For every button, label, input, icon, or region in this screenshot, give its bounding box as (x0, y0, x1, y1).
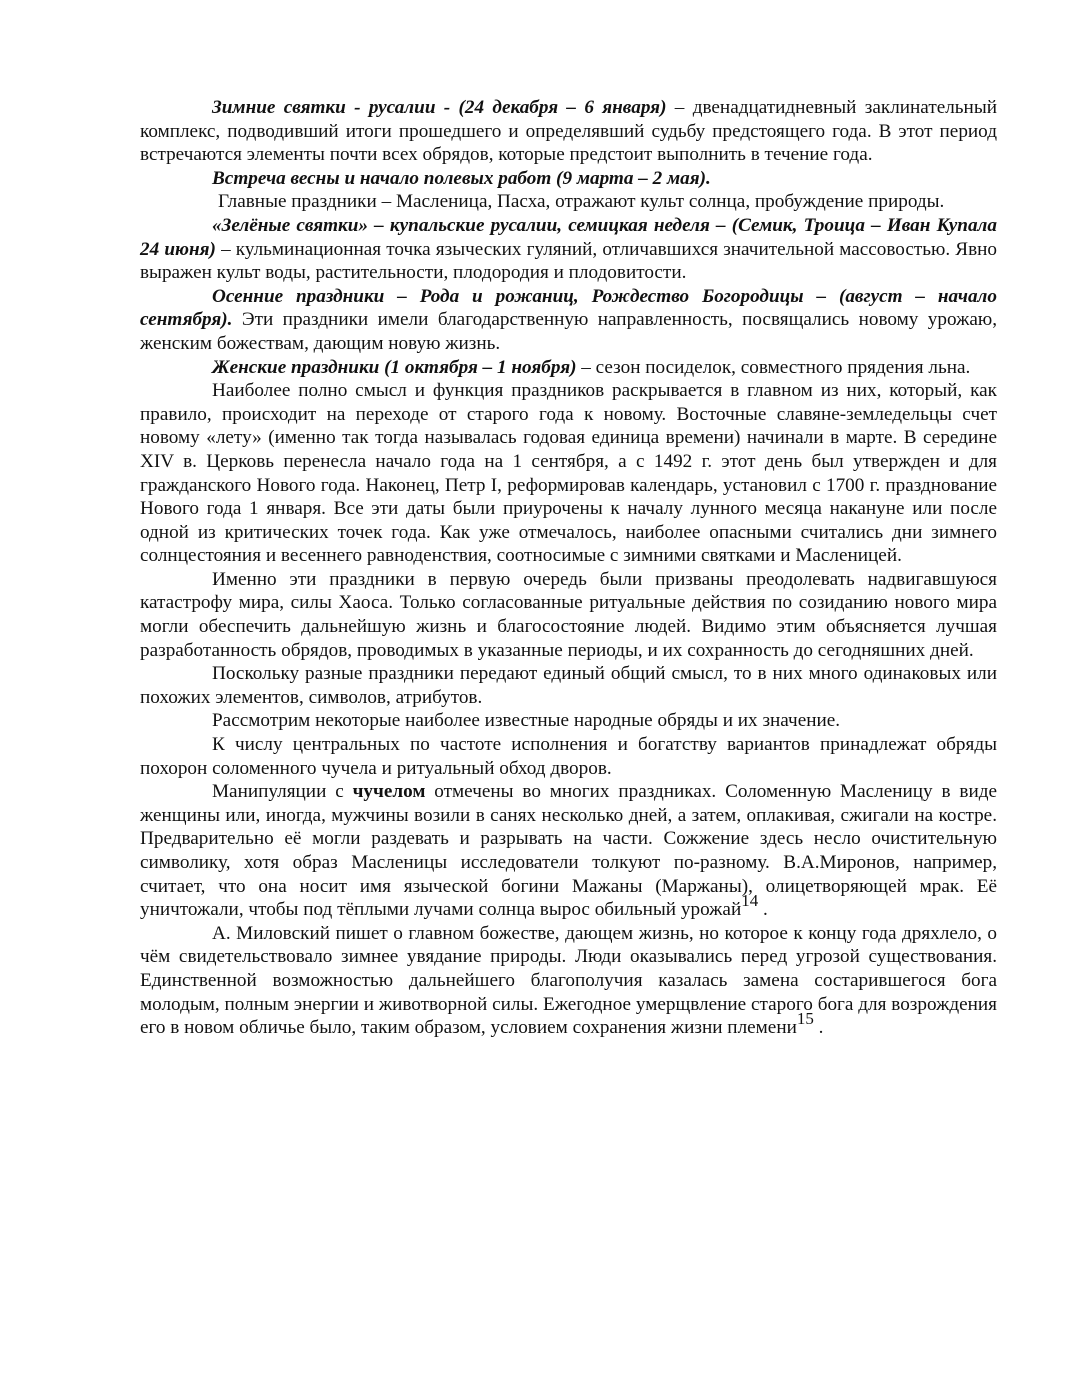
paragraph-spring-holidays (140, 190, 997, 214)
paragraph-text: Наиболее полно смысл и функция праздников раскрывается в главном из них, который, как правило, происходит на переходе от старого года к новому. Восточные славяне-земледельцы счет новому «лету» (именно так тогда называлась годовая единица времени) начинали в марте. В середине XIV в. Церковь перенесла начало года на 1 сентября, а с 1492 г. этот день был утвержден и для гражданского Нового года. Наконец, Петр I, реформировав календарь, установил с 1700 г. празднование Нового года 1 января. Все эти даты были приурочены к началу лунного месяца накануне или после одной из критических точек года. Как уже отмечалось, наиболее опасными считались дни зимнего солнцестояния и весеннего равноденствия, соотносимые с зимними святками и Масленицей. (140, 380, 997, 567)
paragraph-winter-svyatki (140, 96, 997, 167)
paragraph-heading: Зимние святки - русалии - (24 декабря – 6 января) (212, 97, 667, 118)
document-page (140, 96, 997, 1040)
paragraph-text-lead: Манипуляции с (212, 781, 353, 803)
paragraph-spring-meeting (140, 167, 997, 191)
paragraph-text: – кульминационная точка языческих гуляний, отличавшихся значительной массовостью. Явно выражен культ воды, растительности, плодородия и плодовитости. (140, 238, 998, 284)
paragraph-text-tail: . (758, 899, 768, 921)
paragraph-text: Рассмотрим некоторые наиболее известные народные обряды и их значение. (212, 710, 841, 732)
paragraph-text: отмечены во многих праздниках. Соломенную Масленицу в виде женщины или, иногда, мужчины возили в санях несколько дней, а затем, оплакивая, сжигали на костре. Предварительно её могли раздевать и разрывать на части. Сожжение здесь несло очистительную символику, хотя образ Масленицы исследователи толкуют по-разному. В.А.Миронов, например, считает, что она носит имя языческой богини Мажаны (Маржаны), олицетворяющей мрак. Её уничтожали, чтобы под тёплыми лучами солнца вырос обильный урожай (140, 781, 998, 921)
paragraph-text: Поскольку разные праздники передают единый общий смысл, то в них много одинаковых или похожих элементов, символов, атрибутов. (140, 663, 997, 708)
paragraph-effigy (140, 780, 997, 922)
paragraph-text: К числу центральных по частоте исполнения и богатству вариантов принадлежат обряды похорон соломенного чучела и ритуальный обход дворов. (140, 734, 997, 779)
paragraph-text: Эти праздники имели благодарственную направленность, посвящались новому урожаю, женским божествам, дающим новую жизнь. (140, 309, 997, 354)
paragraph-text: А. Миловский пишет о главном божестве, дающем жизнь, но которое к концу года дряхлело, о чём свидетельствовало зимнее увядание природы. Люди оказывались перед угрозой существования. Единственной возможностью дальнейшего благополучия казалась замена состарившегося бога молодым, полным энергии и животворной силы. Ежегодное умерщвление старого бога для возрождения его в новом обличье было, таким образом, условием сохранения жизни племени (140, 922, 997, 1039)
footnote-marker: 14 (741, 891, 759, 911)
paragraph-consider-rites (140, 709, 997, 733)
paragraph-text: Именно эти праздники в первую очередь были призваны преодолевать надвигавшуюся катастрофу мира, силы Хаоса. Только согласованные ритуальные действия по созиданию нового мира могли обеспечить дальнейшую жизнь и благосостояние людей. Видимо этим объясняется лучшая разработанность обрядов, проводимых в указанные периоды, и их сохранность до сегодняшних дней. (140, 568, 997, 661)
paragraph-central-rites (140, 733, 997, 780)
paragraph-milovsky (140, 922, 997, 1040)
footnote-marker: 15 (796, 1009, 814, 1029)
paragraph-chaos (140, 568, 997, 662)
paragraph-text: Главные праздники – Масленица, Пасха, отражают культ солнца, пробуждение природы. (218, 191, 945, 213)
paragraph-text: – сезон посиделок, совместного прядения льна. (576, 356, 971, 378)
paragraph-heading: Женские праздники (1 октября – 1 ноября) (212, 356, 577, 378)
paragraph-text: – двенадцатидневный заклинательный комплекс, подводивший итоги прошедшего и определявший судьбу предстоящего года. В этот период встречаются элементы почти всех обрядов, которые предстоит выполнить в течение года. (140, 97, 997, 166)
paragraph-common-meaning (140, 662, 997, 709)
paragraph-autumn-holidays (140, 285, 997, 356)
paragraph-women-holidays (140, 356, 997, 380)
paragraph-text-tail: . (813, 1017, 824, 1039)
paragraph-emphasis: чучелом (352, 781, 426, 803)
paragraph-heading: Встреча весны и начало полевых работ (9 марта – 2 мая). (212, 167, 711, 189)
paragraph-new-year (140, 379, 997, 568)
paragraph-green-svyatki (140, 214, 997, 285)
paragraph-heading: «Зелёные святки» – купальские русалии, семицкая неделя – (Семик, Троица – Иван Купала 24 июня) (140, 214, 997, 260)
paragraph-heading: Осенние праздники – Рода и рожаниц, Рождество Богородицы – (август – начало сентября). (140, 285, 997, 331)
